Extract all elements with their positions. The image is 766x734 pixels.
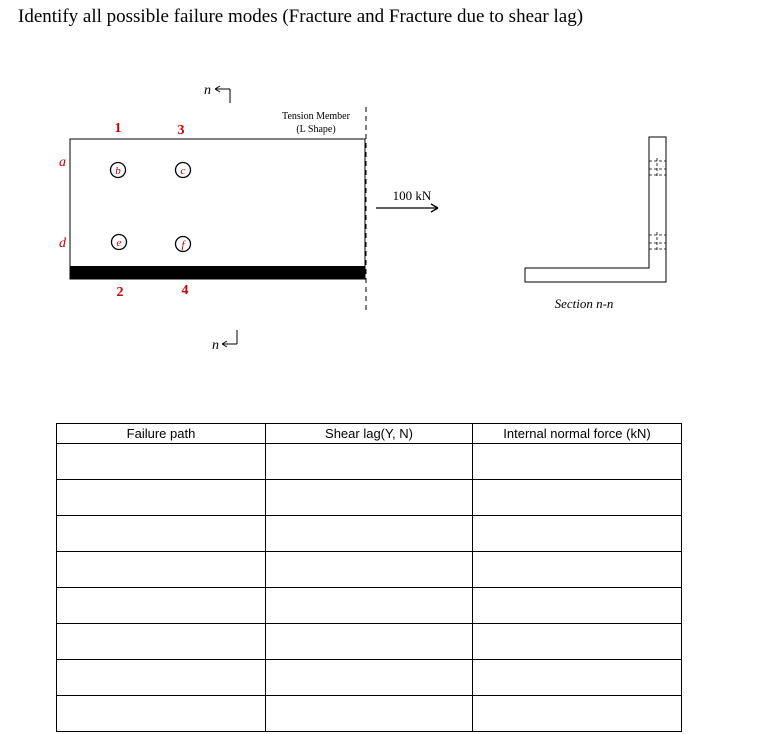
table-cell[interactable] bbox=[57, 696, 266, 732]
table-cell[interactable] bbox=[57, 552, 266, 588]
failure-mode-table bbox=[56, 423, 682, 732]
table-row bbox=[57, 552, 682, 588]
bolt-hole-f bbox=[176, 237, 191, 252]
section-cut-label-bottom: n bbox=[212, 338, 219, 353]
table-row bbox=[57, 480, 682, 516]
header-failure-path: Failure path bbox=[57, 424, 266, 444]
table-cell[interactable] bbox=[266, 516, 473, 552]
column-number-3: 3 bbox=[177, 123, 185, 138]
table-header-row bbox=[57, 424, 682, 444]
bolt-hole-c bbox=[176, 163, 191, 178]
bolt-hole-e bbox=[112, 235, 127, 250]
section-cut-label-top: n bbox=[204, 83, 211, 98]
member-label-line1: Tension Member bbox=[282, 111, 350, 122]
table-cell[interactable] bbox=[266, 624, 473, 660]
table-cell[interactable] bbox=[266, 660, 473, 696]
table-cell[interactable] bbox=[57, 516, 266, 552]
table-cell[interactable] bbox=[266, 480, 473, 516]
plate-thick-edge bbox=[70, 266, 365, 279]
header-internal-force: Internal normal force (kN) bbox=[473, 424, 682, 444]
table-cell[interactable] bbox=[57, 444, 266, 480]
row-label-a: a bbox=[59, 155, 66, 170]
bolt-hole-b bbox=[111, 163, 126, 178]
section-caption: Section n-n bbox=[554, 296, 614, 311]
table-row bbox=[57, 516, 682, 552]
table-cell[interactable] bbox=[266, 444, 473, 480]
table-cell[interactable] bbox=[473, 696, 682, 732]
table-cell[interactable] bbox=[473, 444, 682, 480]
table-cell[interactable] bbox=[473, 516, 682, 552]
table-cell[interactable] bbox=[57, 660, 266, 696]
table-cell[interactable] bbox=[473, 588, 682, 624]
bolt-label-f: f bbox=[181, 239, 185, 251]
section-cut-arrow-top bbox=[204, 83, 230, 103]
tension-member-plate bbox=[70, 139, 365, 279]
bolt-label-b: b bbox=[115, 165, 121, 177]
bolt-label-c: c bbox=[180, 165, 186, 177]
table-cell[interactable] bbox=[57, 588, 266, 624]
table-cell[interactable] bbox=[57, 624, 266, 660]
l-shape-section bbox=[525, 137, 666, 282]
table-row bbox=[57, 444, 682, 480]
question-title: Identify all possible failure modes (Fracture and Fracture due to shear lag) bbox=[18, 6, 584, 27]
table-row bbox=[57, 696, 682, 732]
column-number-1: 1 bbox=[114, 121, 122, 136]
table-cell[interactable] bbox=[57, 480, 266, 516]
load-arrow bbox=[376, 204, 438, 212]
bolt-label-e: e bbox=[116, 237, 122, 249]
row-label-d: d bbox=[59, 236, 66, 251]
member-label-line2: (L Shape) bbox=[296, 124, 336, 135]
table-row bbox=[57, 588, 682, 624]
table-row bbox=[57, 624, 682, 660]
table-cell[interactable] bbox=[473, 552, 682, 588]
table-cell[interactable] bbox=[473, 624, 682, 660]
header-shear-lag: Shear lag(Y, N) bbox=[266, 424, 473, 444]
section-cut-arrow-bottom bbox=[212, 330, 237, 353]
table-row bbox=[57, 660, 682, 696]
load-label: 100 kN bbox=[392, 188, 432, 203]
column-number-2: 2 bbox=[116, 285, 124, 300]
table-cell[interactable] bbox=[266, 552, 473, 588]
column-number-4: 4 bbox=[181, 283, 189, 298]
table-cell[interactable] bbox=[266, 588, 473, 624]
table-cell[interactable] bbox=[473, 660, 682, 696]
table-cell[interactable] bbox=[266, 696, 473, 732]
table-cell[interactable] bbox=[473, 480, 682, 516]
